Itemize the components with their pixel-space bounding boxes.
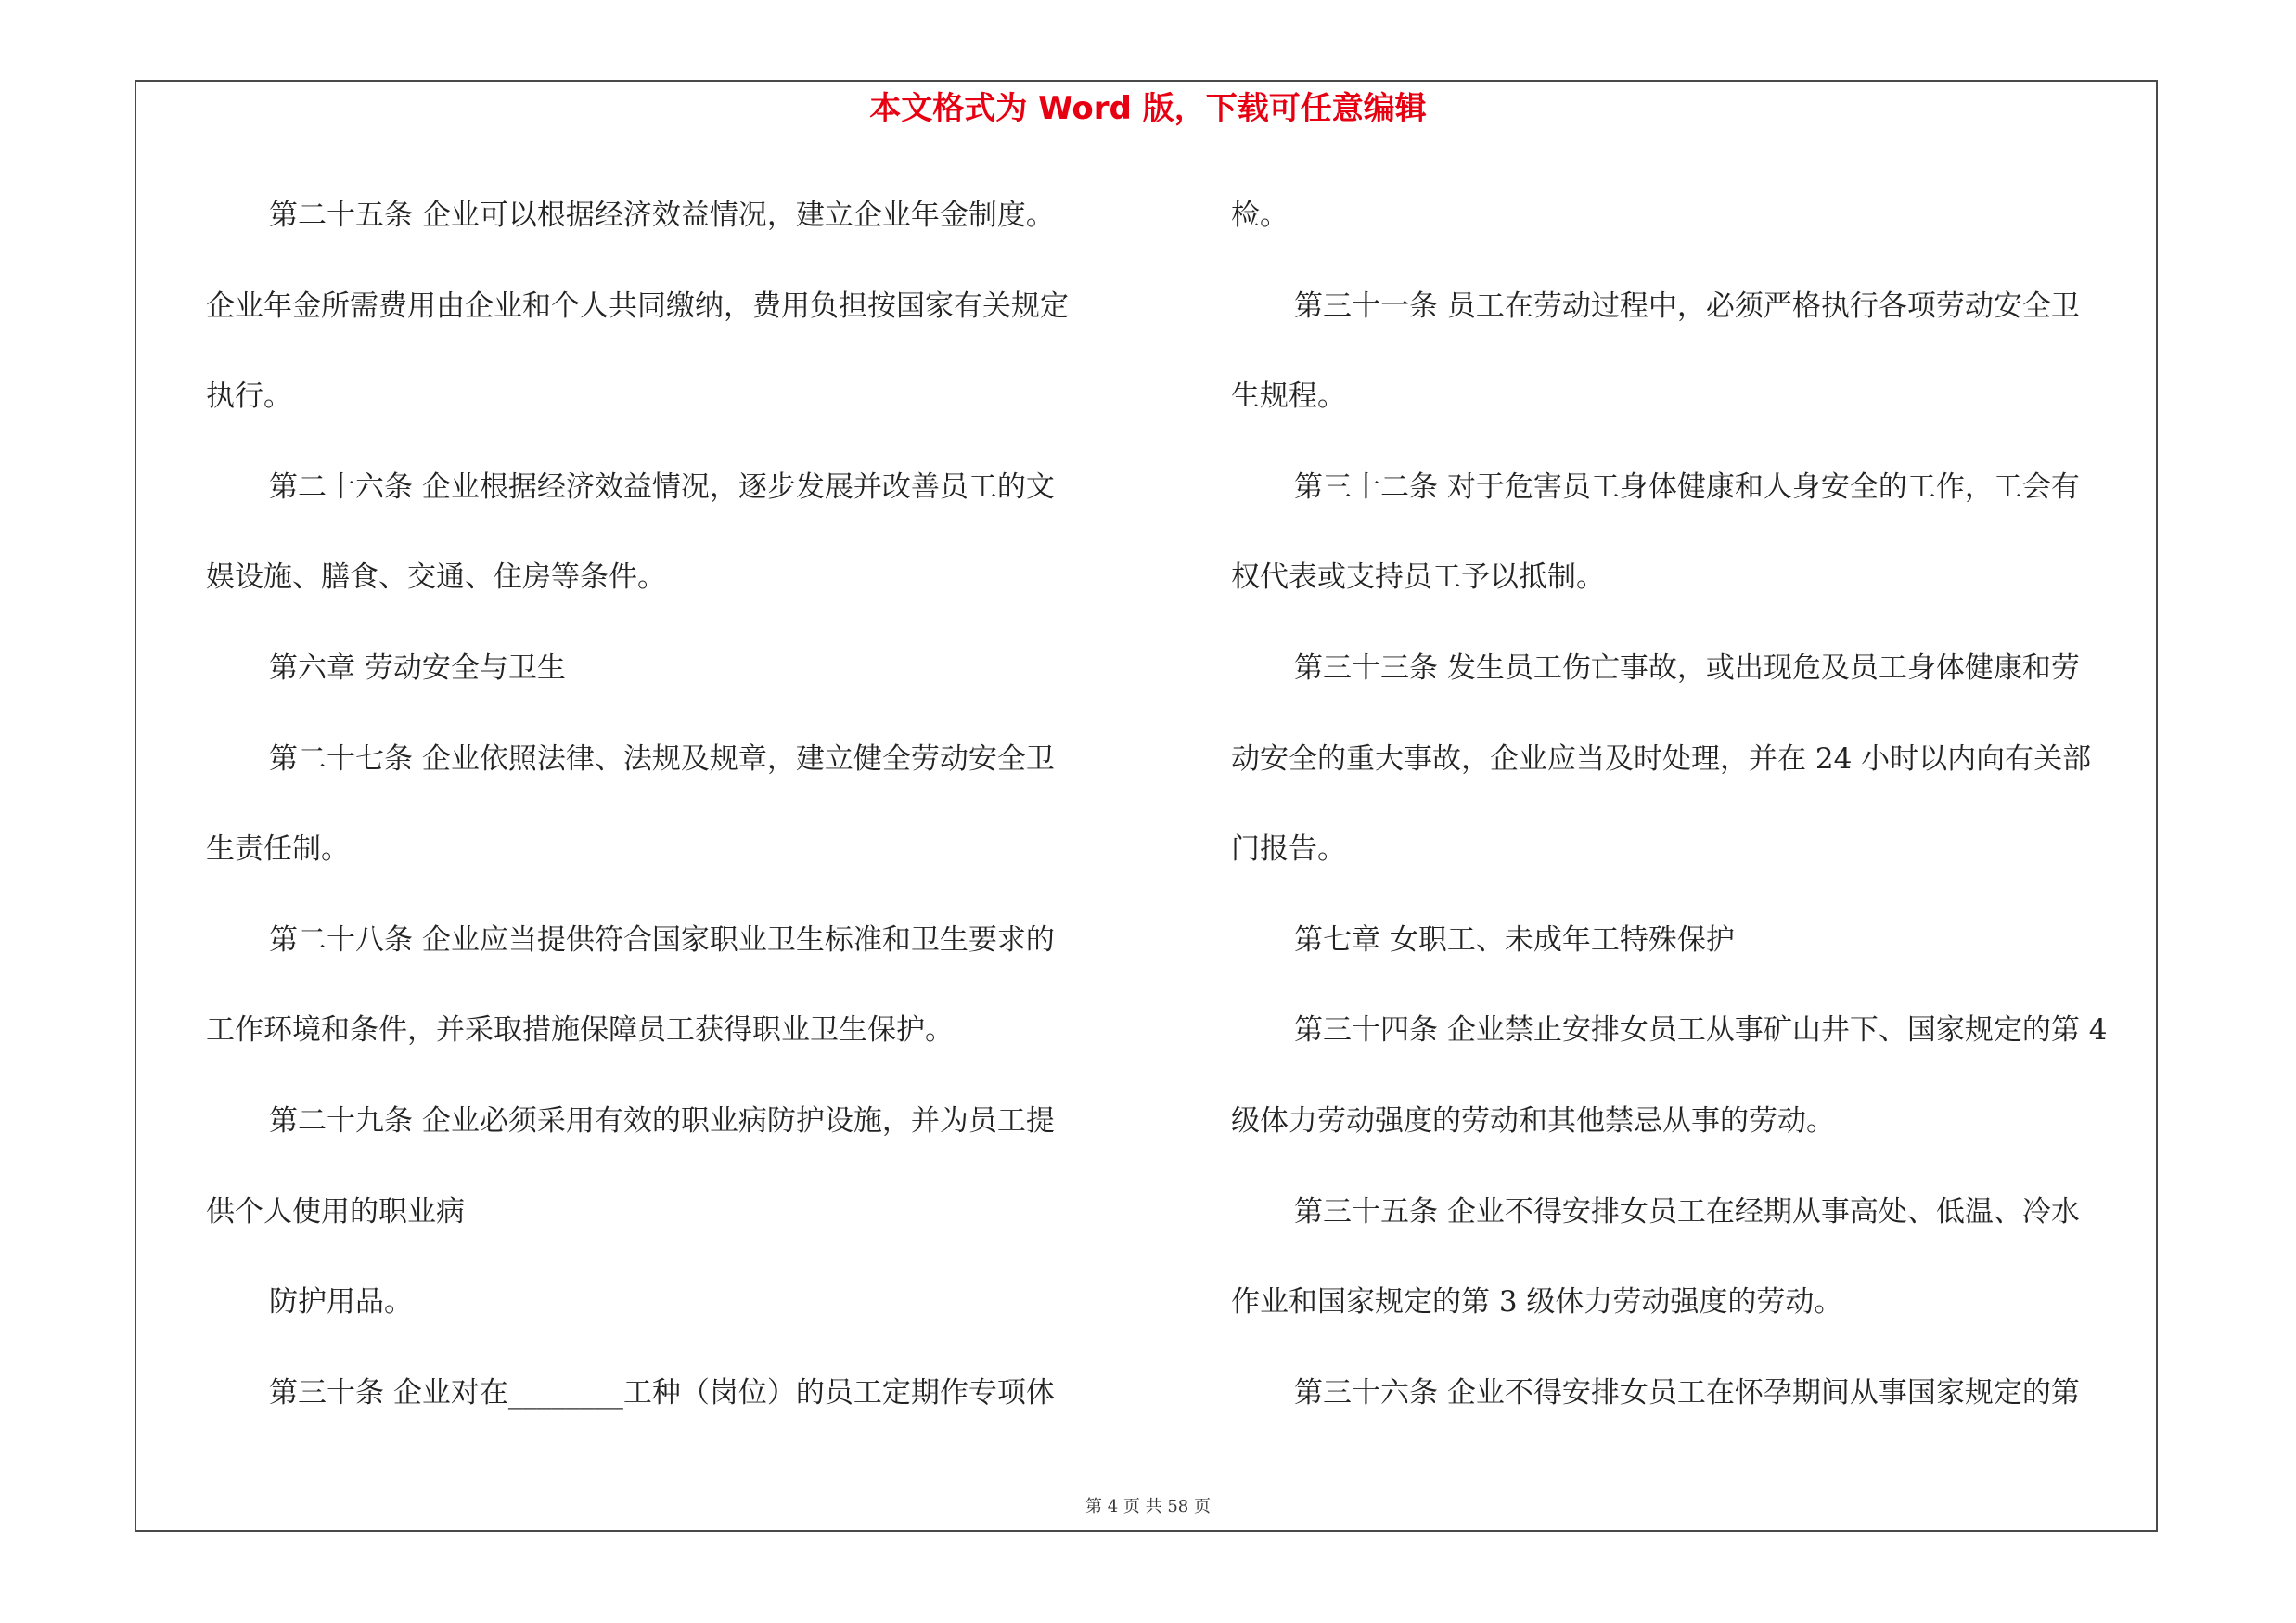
text-line: 第三十三条 发生员工伤亡事故，或出现危及员工身体健康和劳 bbox=[1294, 650, 2080, 685]
text-line: 工作环境和条件，并采取措施保障员工获得职业卫生保护。 bbox=[206, 1013, 954, 1048]
text-line: 检。 bbox=[1231, 199, 1289, 232]
right-column bbox=[1231, 186, 2166, 1453]
format-banner: 本文格式为 Word 版，下载可任意编辑 bbox=[869, 90, 1427, 127]
left-column bbox=[206, 186, 1124, 1453]
text-line: 执行。 bbox=[206, 380, 292, 414]
text-line: 权代表或支持员工予以抵制。 bbox=[1231, 560, 1605, 595]
page-footer: 第 4 页 共 58 页 bbox=[1085, 1497, 1211, 1516]
text-line: 第三十二条 对于危害员工身体健康和人身安全的工作，工会有 bbox=[1294, 470, 2080, 504]
text-line: 第二十五条 企业可以根据经济效益情况，建立企业年金制度。 bbox=[269, 199, 1055, 232]
text-line: 动安全的重大事故，企业应当及时处理，并在 24 小时以内向有关部 bbox=[1231, 741, 2092, 776]
text-line: 第七章 女职工、未成年工特殊保护 bbox=[1294, 922, 1735, 957]
text-line: 防护用品。 bbox=[269, 1285, 413, 1320]
text-line: 第二十九条 企业必须采用有效的职业病防护设施，并为员工提 bbox=[269, 1103, 1055, 1138]
text-line: 生规程。 bbox=[1231, 380, 1346, 414]
text-line: 作业和国家规定的第 3 级体力劳动强度的劳动。 bbox=[1231, 1285, 1843, 1320]
text-line: 第三十条 企业对在________工种（岗位）的员工定期作专项体 bbox=[269, 1375, 1055, 1410]
text-line: 门报告。 bbox=[1231, 832, 1346, 867]
text-line: 第二十六条 企业根据经济效益情况，逐步发展并改善员工的文 bbox=[269, 470, 1055, 504]
text-line: 级体力劳动强度的劳动和其他禁忌从事的劳动。 bbox=[1231, 1103, 1835, 1138]
text-line: 娱设施、膳食、交通、住房等条件。 bbox=[206, 560, 666, 595]
text-line: 第三十一条 员工在劳动过程中，必须严格执行各项劳动安全卫 bbox=[1294, 289, 2080, 323]
text-line: 第二十八条 企业应当提供符合国家职业卫生标准和卫生要求的 bbox=[269, 922, 1055, 957]
text-line: 第六章 劳动安全与卫生 bbox=[269, 650, 566, 685]
text-line: 第三十六条 企业不得安排女员工在怀孕期间从事国家规定的第 bbox=[1294, 1375, 2080, 1410]
text-line: 生责任制。 bbox=[206, 832, 350, 867]
text-line: 第三十四条 企业禁止安排女员工从事矿山井下、国家规定的第 4 bbox=[1294, 1013, 2108, 1048]
text-line: 第三十五条 企业不得安排女员工在经期从事高处、低温、冷水 bbox=[1294, 1194, 2080, 1229]
text-line: 供个人使用的职业病 bbox=[206, 1194, 465, 1229]
text-line: 第二十七条 企业依照法律、法规及规章，建立健全劳动安全卫 bbox=[269, 741, 1055, 776]
text-line: 企业年金所需费用由企业和个人共同缴纳，费用负担按国家有关规定 bbox=[206, 289, 1069, 323]
